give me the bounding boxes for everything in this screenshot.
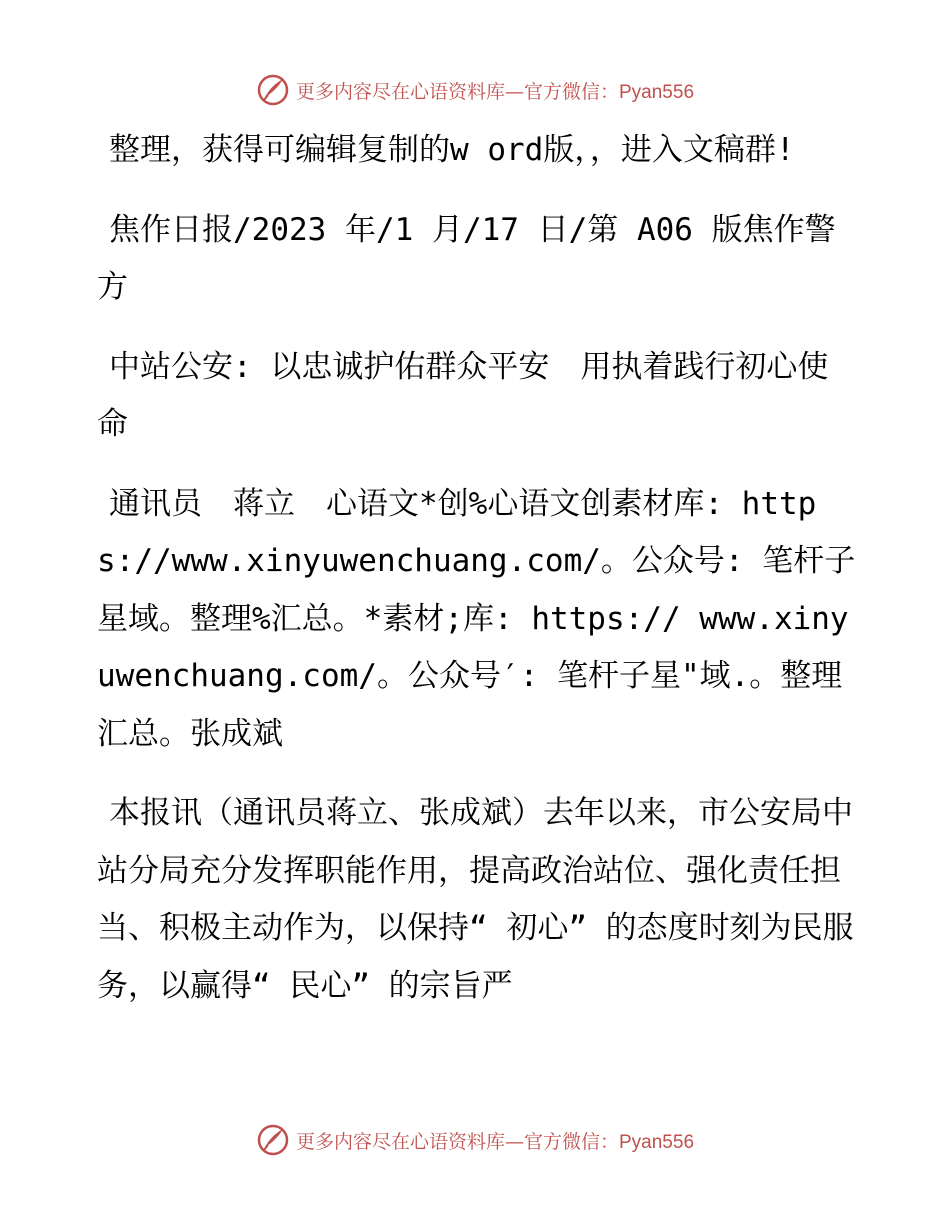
paragraph-headline: 中站公安: 以忠诚护佑群众平安 用执着践行初心使命 <box>97 348 829 442</box>
watermark-text: 更多内容尽在心语资料库 <box>295 80 505 103</box>
watermark-handle: Pyan556 <box>619 81 695 103</box>
paragraph-byline: 通讯员 蒋立 心语文*创%心语文创素材库: https://www.xinyuwenchuang.com/。公众号: 笔杆子星域。整理%汇总。*素材;库: https:// www.xinyuwenchuang.com/。公众号′: 笔杆子星"域.。整理汇总。张成斌 <box>97 485 856 752</box>
paragraph-intro: 整理，获得可编辑复制的w ord版，，进入文稿群! <box>109 132 795 168</box>
watermark-wechat-label: 官方微信： <box>523 80 619 103</box>
paragraph-body: 本报讯（通讯员蒋立、张成斌）去年以来，市公安局中站分局充分发挥职能作用，提高政治站位、强化责任担当、积极主动作为，以保持“ 初心” 的态度时刻为民服务，以赢得“ 民心” 的宗旨严 <box>97 795 854 1004</box>
watermark-text: 更多内容尽在心语资料库 <box>295 1130 505 1153</box>
watermark-wechat-label: 官方微信： <box>523 1130 619 1153</box>
watermark-dash: — <box>504 80 524 103</box>
quill-logo-icon <box>256 73 290 107</box>
header-watermark <box>0 70 950 110</box>
watermark-handle: Pyan556 <box>619 1131 695 1153</box>
paragraph-source: 焦作日报/2023 年/1 月/17 日/第 A06 版焦作警方 <box>97 211 836 305</box>
watermark-text-group <box>296 1127 694 1154</box>
document-body <box>97 122 857 1037</box>
watermark-text-group <box>296 77 694 104</box>
quill-logo-icon <box>256 1123 290 1157</box>
footer-watermark <box>0 1120 950 1160</box>
watermark-dash: — <box>504 1130 524 1153</box>
